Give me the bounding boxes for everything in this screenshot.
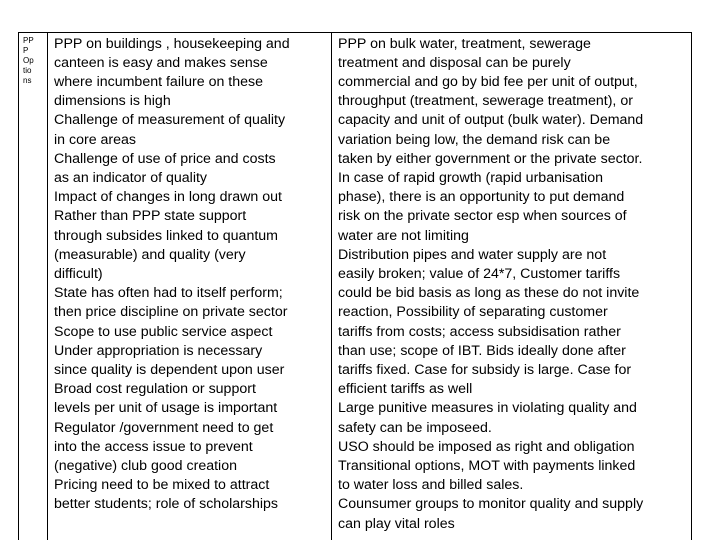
cell-text-line: levels per unit of usage is important: [54, 400, 278, 417]
cell-text-line: In case of rapid growth (rapid urbanisation: [338, 169, 603, 186]
cell-text-line: Broad cost regulation or support: [54, 381, 256, 398]
cell-text-line: (measurable) and quality (very: [54, 246, 246, 263]
cell-text-line: water are not limiting: [338, 227, 469, 244]
cell-text-line: variation being low, the demand risk can be: [338, 131, 611, 148]
cell-text-line: Rather than PPP state support: [54, 208, 247, 225]
cell-text-line: reaction, Possibility of separating customer: [338, 304, 608, 321]
cell-text-line: then price discipline on private sector: [54, 304, 288, 321]
row-header-line: tio: [23, 66, 32, 75]
table-left-border: [18, 32, 19, 540]
cell-text-line: than use; scope of IBT. Bids ideally done after: [338, 342, 626, 359]
cell-text-line: tariffs from costs; access subsidisation rather: [338, 323, 621, 340]
column-divider-1: [47, 32, 48, 540]
table-top-border: [18, 32, 692, 33]
cell-text-line: into the access issue to prevent: [54, 438, 253, 455]
table-right-border: [691, 32, 692, 540]
cell-text-line: efficient tariffs as well: [338, 381, 473, 398]
cell-text-line: Under appropriation is necessary: [54, 342, 263, 359]
cell-text-line: safety can be imposeed.: [338, 419, 492, 436]
cell-text-line: canteen is easy and makes sense: [54, 54, 268, 71]
cell-text-line: better students; role of scholarships: [54, 496, 278, 513]
cell-text-line: State has often had to itself perform;: [54, 285, 283, 302]
cell-text-line: treatment and disposal can be purely: [338, 54, 571, 71]
cell-text-line: throughput (treatment, sewerage treatment), or: [338, 93, 633, 110]
cell-text-line: easily broken; value of 24*7, Customer tariffs: [338, 265, 621, 282]
row-header-cell: [23, 36, 45, 86]
cell-text-line: capacity and unit of output (bulk water). Demand: [338, 112, 644, 129]
row-header-line: ns: [23, 76, 32, 85]
cell-text-line: Impact of changes in long drawn out: [54, 189, 282, 206]
cell-text-line: risk on the private sector esp when sources of: [338, 208, 627, 225]
cell-text-line: USO should be imposed as right and obligation: [338, 438, 635, 455]
cell-text-line: Challenge of use of price and costs: [54, 150, 276, 167]
cell-text-line: Scope to use public service aspect: [54, 323, 273, 340]
row-header-line: PP: [23, 36, 34, 45]
cell-text-line: Counsumer groups to monitor quality and supply: [338, 496, 644, 513]
cell-text-line: Challenge of measurement of quality: [54, 112, 286, 129]
cell-text-line: dimensions is high: [54, 93, 171, 110]
cell-text-line: PPP on buildings , housekeeping and: [54, 35, 290, 52]
social-infrastructure-cell: [54, 35, 328, 515]
cell-text-line: PPP on bulk water, treatment, sewerage: [338, 35, 591, 52]
cell-text-line: commercial and go by bid fee per unit of output,: [338, 73, 638, 90]
cell-text-line: to water loss and billed sales.: [338, 477, 524, 494]
cell-text-line: where incumbent failure on these: [54, 73, 263, 90]
cell-text-line: since quality is dependent upon user: [54, 361, 285, 378]
cell-text-line: can play vital roles: [338, 515, 455, 532]
column-divider-2: [331, 32, 332, 540]
cell-text-line: Transitional options, MOT with payments linked: [338, 457, 636, 474]
row-header-line: Op: [23, 56, 34, 65]
cell-text-line: Distribution pipes and water supply are not: [338, 246, 607, 263]
cell-text-line: difficult): [54, 265, 103, 282]
cell-text-line: Large punitive measures in violating quality and: [338, 400, 637, 417]
cell-text-line: Regulator /government need to get: [54, 419, 274, 436]
cell-text-line: through subsides linked to quantum: [54, 227, 278, 244]
cell-text-line: Pricing need to be mixed to attract: [54, 477, 270, 494]
cell-text-line: (negative) club good creation: [54, 457, 237, 474]
cell-text-line: taken by either government or the private sector.: [338, 150, 643, 167]
cell-text-line: phase), there is an opportunity to put demand: [338, 189, 625, 206]
water-utilities-cell: [338, 35, 688, 534]
row-header-line: P: [23, 46, 29, 55]
cell-text-line: tariffs fixed. Case for subsidy is large. Case for: [338, 361, 632, 378]
cell-text-line: as an indicator of quality: [54, 169, 208, 186]
cell-text-line: could be bid basis as long as these do not invite: [338, 285, 640, 302]
cell-text-line: in core areas: [54, 131, 137, 148]
